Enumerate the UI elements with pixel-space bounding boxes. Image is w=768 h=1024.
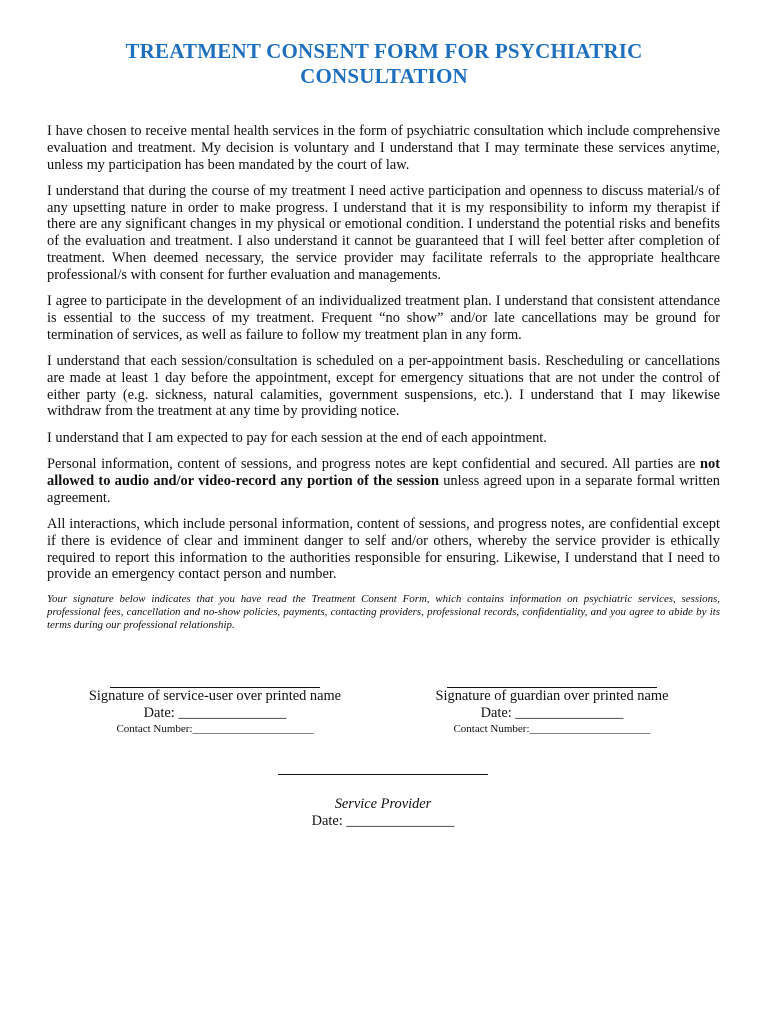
form-title xyxy=(60,39,708,89)
service-provider-date-field[interactable]: Date: _______________ xyxy=(311,813,455,829)
paragraph-voluntary-consent: I have chosen to receive mental health services in the form of psychiatric consultation which include comprehensive evaluation and treatment. My decision is voluntary and I understand that I may terminate these services anytime, unless my participation has been mandated by the court of law. xyxy=(47,123,720,173)
paragraph-payment: I understand that I am expected to pay for each session at the end of each appointment. xyxy=(47,429,547,446)
form-title-line-1: TREATMENT CONSENT FORM FOR PSYCHIATRIC xyxy=(125,39,643,63)
service-user-signature-block xyxy=(60,687,370,736)
guardian-signature-caption: Signature of guardian over printed name xyxy=(435,688,669,704)
service-user-signature-caption: Signature of service-user over printed name xyxy=(88,688,342,704)
form-title-line-2: CONSULTATION xyxy=(300,64,468,88)
paragraph-scheduling: I understand that each session/consultation is scheduled on a per-appointment basis. Rescheduling or cancellations are made at least 1 day before the appointment, except for emergency situations that are not under the control of either party (e.g. sickness, natural calamities, government suspensions, etc.). I understand that I may likewise withdraw from the treatment at any time by providing notice. xyxy=(47,353,720,420)
guardian-signature-block xyxy=(397,687,707,736)
service-user-contact-field[interactable]: Contact Number:______________________ xyxy=(116,723,314,735)
form-body xyxy=(47,123,720,632)
guardian-contact-field[interactable]: Contact Number:______________________ xyxy=(453,723,651,735)
guardian-date-field[interactable]: Date: _______________ xyxy=(480,705,624,721)
confidentiality-text-start: Personal information, content of sessions, and progress notes are kept confidential and secured. All parties are xyxy=(47,456,700,473)
confidentiality-text-end: unless agreed upon in a separate formal written agreement. xyxy=(47,472,720,506)
paragraph-treatment-plan: I agree to participate in the development of an individualized treatment plan. I understand that consistent attendance is essential to the success of my treatment. Frequent “no show” and/or late cancellations may be ground for termination of services, as well as failure to follow my treatment plan in any form. xyxy=(47,293,720,343)
service-provider-signature-block xyxy=(233,774,533,830)
paragraph-interactions: All interactions, which include personal information, content of sessions, and progress notes, are confidential except if there is evidence of clear and imminent danger to self and/or others, whereby the service provider is ethically required to report this information to the authorities responsible for ensuring. Likewise, I understand that I need to provide an emergency contact person and number. xyxy=(47,515,720,583)
recording-prohibition: not allowed to audio and/or video-record any portion of the session xyxy=(47,456,720,489)
paragraph-confidentiality xyxy=(47,456,720,506)
paragraph-participation: I understand that during the course of my treatment I need active participation and openness to discuss material/s of any upsetting nature in order to make progress. I understand that it is my responsibility to inform my therapist if there are any significant changes in my physical or emotional condition. I understand the potential risks and benefits of the evaluation and treatment. I also understand it cannot be guaranteed that I will feel better after completion of treatment. When deemed necessary, the service provider may facilitate referrals to the appropriate healthcare professional/s with consent for further evaluation and managements. xyxy=(47,182,720,283)
service-user-date-field[interactable]: Date: _______________ xyxy=(143,705,287,721)
service-provider-caption: Service Provider xyxy=(334,796,432,812)
signature-note: Your signature below indicates that you have read the Treatment Consent Form, which contains information on psychiatric services, sessions, professional fees, cancellation and no-show policies, payments, contacting providers, professional records, confidentiality, and you agree to abide by its terms during our professional relationship. xyxy=(47,592,720,632)
service-provider-signature-line[interactable] xyxy=(278,774,488,775)
